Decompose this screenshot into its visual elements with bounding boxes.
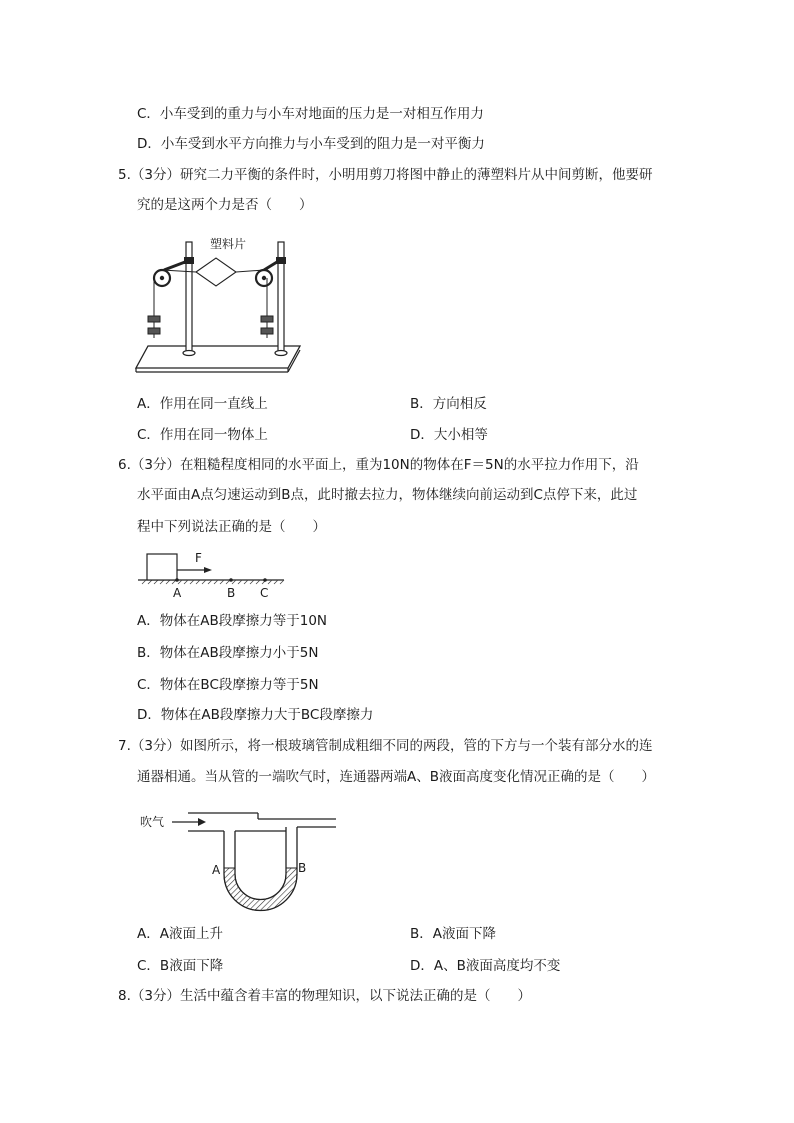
q6-figure-label-c: C: [260, 586, 269, 600]
q6-stem-line2: 水平面由A点匀速运动到B点，此时撤去拉力，物体继续向前运动到C点停下来，此过: [137, 487, 638, 503]
q7-option-a: A．A液面上升: [137, 926, 223, 942]
q6-option-a: A．物体在AB段摩擦力等于10N: [137, 613, 328, 629]
q6-stem-line1: 6.（3分）在粗糙程度相同的水平面上，重为10N的物体在F＝5N的水平拉力作用下，沿: [118, 457, 639, 473]
q4-option-c: C．小车受到的重力与小车对地面的压力是一对相互作用力: [137, 106, 484, 122]
q5-option-d: D．大小相等: [410, 427, 488, 443]
q6-figure-block-on-surface: [138, 546, 288, 601]
q6-figure-label-a: A: [173, 586, 182, 600]
q6-option-c: C．物体在BC段摩擦力等于5N: [137, 677, 319, 693]
q6-figure-label-force: F: [195, 551, 202, 565]
q7-option-b: B．A液面下降: [410, 926, 496, 942]
q7-figure-label-blow: 吹气: [140, 815, 165, 829]
q8-stem-line1: 8.（3分）生活中蕴含着丰富的物理知识，以下说法正确的是（ ）: [118, 988, 531, 1004]
q7-option-d: D．A、B液面高度均不变: [410, 958, 561, 974]
q7-figure-tube-and-u-tube: [138, 806, 348, 916]
q5-option-b: B．方向相反: [410, 396, 487, 412]
q5-stem-line2: 究的是这两个力是否（ ）: [137, 197, 313, 213]
q7-stem-line2: 通器相通。当从管的一端吹气时，连通器两端A、B液面高度变化情况正确的是（ ）: [137, 769, 655, 785]
q7-stem-line1: 7.（3分）如图所示，将一根玻璃管制成粗细不同的两段，管的下方与一个装有部分水的连: [118, 738, 653, 754]
q7-figure-label-b: B: [298, 861, 307, 875]
q4-option-d: D．小车受到水平方向推力与小车受到的阻力是一对平衡力: [137, 136, 485, 152]
q6-option-b: B．物体在AB段摩擦力小于5N: [137, 645, 319, 661]
q5-figure-label-plastic-sheet: 塑料片: [210, 237, 247, 251]
q6-stem-line3: 程中下列说法正确的是（ ）: [137, 519, 326, 535]
q5-stem-line1: 5.（3分）研究二力平衡的条件时，小明用剪刀将图中静止的薄塑料片从中间剪断，他要研: [118, 167, 653, 183]
q6-option-d: D．物体在AB段摩擦力大于BC段摩擦力: [137, 707, 374, 723]
q6-figure-label-b: B: [227, 586, 236, 600]
q7-option-c: C．B液面下降: [137, 958, 224, 974]
q7-figure-label-a: A: [212, 863, 221, 877]
q5-option-c: C．作用在同一物体上: [137, 427, 268, 443]
q5-figure-plastic-sheet-apparatus: [140, 232, 310, 377]
q5-option-a: A．作用在同一直线上: [137, 396, 268, 412]
